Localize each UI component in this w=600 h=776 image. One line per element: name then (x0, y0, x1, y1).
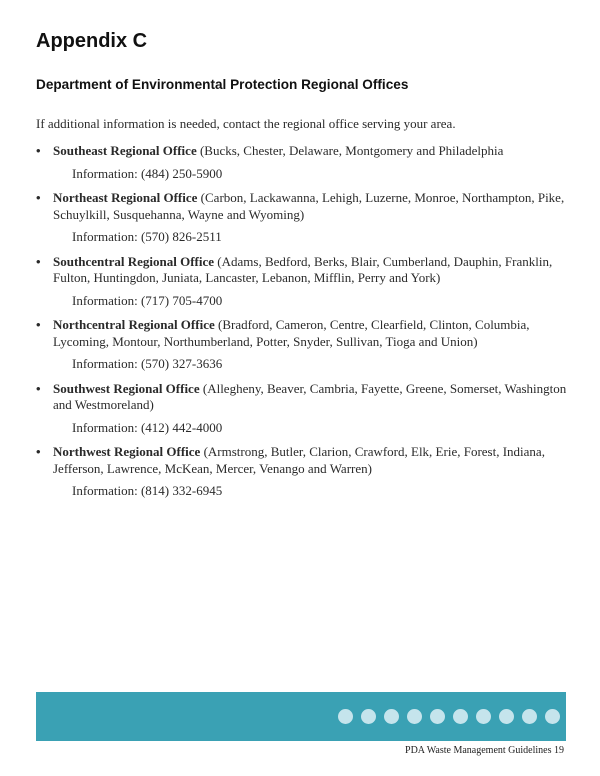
office-name: Northwest Regional Office (53, 444, 201, 459)
office-info: Information: (717) 705-4700 (72, 292, 223, 308)
office-name: Southwest Regional Office (53, 380, 200, 396)
dot-decoration (338, 709, 353, 724)
page-footer: PDA Waste Management Guidelines 19 (405, 745, 564, 756)
office-info: Information: (570) 826-2511 (72, 229, 222, 244)
dot-decoration (430, 709, 445, 724)
page-title: Appendix C (36, 30, 148, 52)
office-name: Southeast Regional Office (53, 143, 197, 158)
office-info: Information: (814) 332-6945 (72, 483, 223, 498)
office-info: Information: (570) 327-3636 (72, 356, 223, 371)
bullet-icon: • (36, 253, 41, 269)
bullet-icon: • (36, 444, 41, 459)
office-name: Northeast Regional Office (53, 190, 198, 205)
intro-paragraph: If additional information is needed, contact the regional office serving your area. (36, 116, 456, 131)
office-northwest (36, 444, 576, 500)
office-name: Southcentral Regional Office (53, 253, 215, 269)
footer-dots (338, 709, 560, 724)
bullet-icon: • (36, 143, 41, 158)
office-counties: (Carbon, Lackawanna, Lehigh, Luzerne, Monroe, Northampton, Pike, Schuylkill, Susquehanna, Wayne and Wyoming) (53, 190, 565, 222)
bullet-icon: • (36, 190, 41, 205)
office-counties: (Armstrong, Butler, Clarion, Crawford, Elk, Erie, Forest, Indiana, Jefferson, Lawrence, McKean, Mercer, Venango and Warren) (53, 444, 545, 476)
bullet-icon: • (36, 380, 41, 396)
office-southeast (36, 143, 576, 182)
dot-decoration (476, 709, 491, 724)
office-counties: (Bradford, Cameron, Centre, Clearfield, Clinton, Columbia, Lycoming, Montour, Northumberland, Potter, Snyder, Sullivan, Tioga and Union) (53, 317, 530, 349)
office-info: Information: (484) 250-5900 (72, 165, 223, 181)
dot-decoration (384, 709, 399, 724)
footer-band (36, 692, 566, 741)
office-northcentral (36, 317, 576, 373)
dot-decoration (499, 709, 514, 724)
office-counties: (Adams, Bedford, Berks, Blair, Cumberland, Dauphin, Franklin, Fulton, Huntingdon, Juniata, Lancaster, Lebanon, Mifflin, Perry and York) (53, 253, 553, 285)
office-name: Northcentral Regional Office (53, 317, 215, 332)
office-counties: (Bucks, Chester, Delaware, Montgomery and Philadelphia (199, 143, 504, 158)
dot-decoration (545, 709, 560, 724)
bullet-icon: • (36, 317, 41, 332)
office-info: Information: (412) 442-4000 (72, 419, 223, 435)
section-heading: Department of Environmental Protection Regional Offices (36, 77, 409, 92)
dot-decoration (522, 709, 537, 724)
dot-decoration (407, 709, 422, 724)
office-northeast (36, 190, 576, 246)
dot-decoration (361, 709, 376, 724)
office-southwest (36, 381, 576, 437)
regional-office-list (36, 143, 576, 508)
office-counties: (Allegheny, Beaver, Cambria, Fayette, Greene, Somerset, Washington and Westmoreland) (53, 380, 567, 412)
dot-decoration (453, 709, 468, 724)
office-southcentral (36, 254, 576, 310)
